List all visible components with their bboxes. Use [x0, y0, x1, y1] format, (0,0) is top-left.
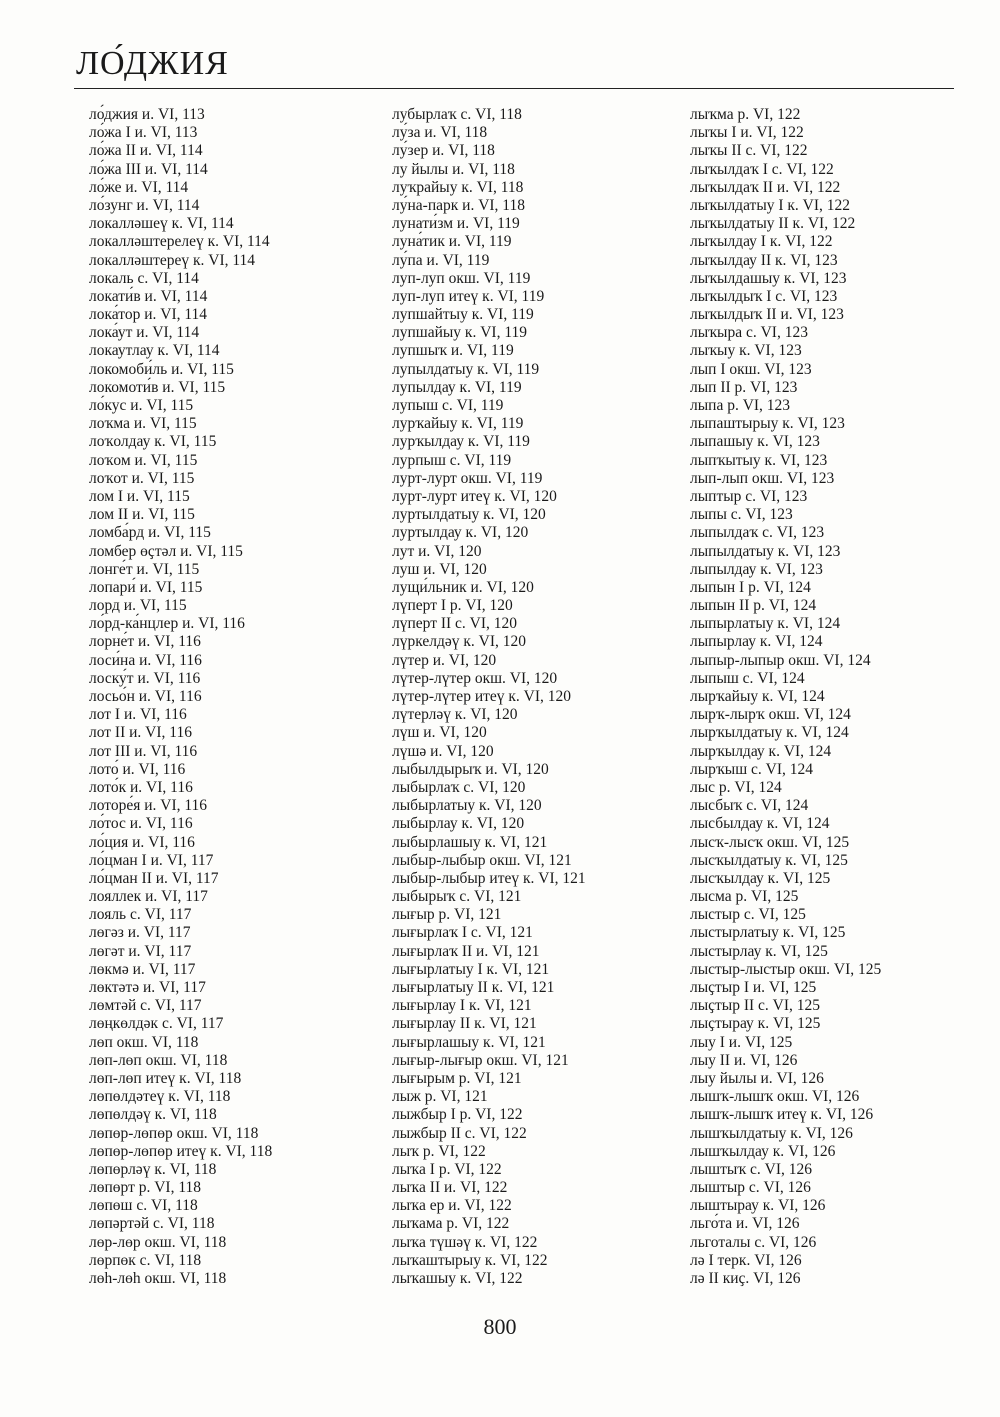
dictionary-entry: ло́жа II и. VI, 114 — [89, 142, 203, 160]
dictionary-entry: лыштырау к. VI, 126 — [690, 1197, 826, 1215]
dictionary-entry: локомоби́ль и. VI, 115 — [89, 360, 234, 378]
dictionary-entry: лыпырлатыу к. VI, 124 — [690, 615, 841, 633]
dictionary-entry: лоҡом и. VI, 115 — [89, 451, 198, 469]
dictionary-entry: луна́тик и. VI, 119 — [392, 233, 512, 251]
dictionary-entry: ло́тос и. VI, 116 — [89, 815, 193, 833]
dictionary-entry: лыпылдаҡ с. VI, 123 — [690, 524, 825, 542]
dictionary-entry: лөпөш с. VI, 118 — [89, 1197, 198, 1215]
dictionary-entry: лыҡылдаҡ I с. VI, 122 — [690, 160, 834, 178]
dictionary-entry: лущи́льник и. VI, 120 — [392, 578, 534, 596]
dictionary-entry: лысҡылдатыу к. VI, 125 — [690, 851, 848, 869]
dictionary-entry: ло́цман II и. VI, 117 — [89, 869, 219, 887]
dictionary-entry: лүтер-лүтер итеү к. VI, 120 — [392, 688, 572, 705]
dictionary-entry: лыпырлау к. VI, 124 — [690, 633, 823, 651]
dictionary-entry: лыстырлатыу к. VI, 125 — [690, 924, 846, 942]
dictionary-entry: лыҡылдаҡ II и. VI, 122 — [690, 178, 841, 196]
dictionary-entry: лот II и. VI, 116 — [89, 724, 192, 742]
dictionary-entry: локалләшеү к. VI, 114 — [89, 215, 234, 233]
dictionary-entry: лыҡылдыҡ I с. VI, 123 — [690, 287, 838, 305]
dictionary-entry: лыҡыу к. VI, 123 — [690, 342, 802, 360]
dictionary-entry: локалләштерелеү к. VI, 114 — [89, 233, 270, 251]
dictionary-entry: лыстыр-лыстыр окш. VI, 125 — [690, 960, 882, 978]
dictionary-entry: ло́жа III и. VI, 114 — [89, 160, 208, 178]
dictionary-entry: лорне́т и. VI, 116 — [89, 633, 201, 651]
dictionary-entry: лыҡаштырыу к. VI, 122 — [392, 1251, 548, 1269]
dictionary-entry: лунати́зм и. VI, 119 — [392, 215, 520, 233]
dictionary-entry: лыбырлашыу к. VI, 121 — [392, 833, 548, 851]
dictionary-entry: лүперт I р. VI, 120 — [392, 597, 513, 615]
dictionary-entry: ло́цман I и. VI, 117 — [89, 851, 214, 869]
dictionary-entry: лысбыҡ с. VI, 124 — [690, 797, 809, 815]
dictionary-entry: лып-лып окш. VI, 123 — [690, 469, 835, 487]
dictionary-entry: луш и. VI, 120 — [392, 560, 487, 578]
dictionary-entry: лыбыр-лыбыр итеү к. VI, 121 — [392, 869, 586, 887]
dictionary-entry: ло́же и. VI, 114 — [89, 178, 189, 196]
dictionary-entry: лыҡама р. VI, 122 — [392, 1215, 510, 1233]
entry-column-2 — [392, 106, 682, 1288]
dictionary-entry: лөкмә и. VI, 117 — [89, 960, 196, 978]
dictionary-entry: лыпы с. VI, 123 — [690, 506, 793, 524]
dictionary-entry: лорд и. VI, 115 — [89, 597, 187, 615]
dictionary-entry: лыҡа ер и. VI, 122 — [392, 1197, 512, 1215]
dictionary-entry: лыпҡытыу к. VI, 123 — [690, 451, 828, 469]
dictionary-entry: лока́ут и. VI, 114 — [89, 324, 200, 342]
dictionary-entry: лығырлау II к. VI, 121 — [392, 1015, 537, 1033]
dictionary-entry: лә I терк. VI, 126 — [690, 1251, 802, 1269]
dictionary-entry: лыпашыу к. VI, 123 — [690, 433, 820, 451]
dictionary-entry: лырҡылдау к. VI, 124 — [690, 742, 832, 760]
dictionary-entry: лоси́на и. VI, 116 — [89, 651, 202, 669]
dictionary-entry: лөпөр-лөпөр окш. VI, 118 — [89, 1124, 259, 1142]
dictionary-entry: лыҡылдатыу I к. VI, 122 — [690, 196, 851, 214]
dictionary-entry: лыпылдау к. VI, 123 — [690, 560, 823, 578]
dictionary-entry: лыпыш с. VI, 124 — [690, 669, 805, 687]
dictionary-entry: лүперт II с. VI, 120 — [392, 615, 518, 633]
dictionary-entry: лыштыр с. VI, 126 — [690, 1179, 811, 1197]
dictionary-entry: луртылдатыу к. VI, 120 — [392, 506, 546, 524]
dictionary-entry: локаутлау к. VI, 114 — [89, 342, 220, 360]
dictionary-entry: лыс р. VI, 124 — [690, 778, 782, 796]
dictionary-entry: локаль с. VI, 114 — [89, 269, 199, 287]
dictionary-entry: лыҡашыу к. VI, 122 — [392, 1270, 523, 1287]
dictionary-entry: лыҡылдатыу II к. VI, 122 — [690, 215, 856, 233]
dictionary-entry: лөпөрт р. VI, 118 — [89, 1179, 202, 1197]
dictionary-entry: лубырлаҡ с. VI, 118 — [392, 106, 522, 123]
dictionary-entry: лөпөлдәтеү к. VI, 118 — [89, 1088, 231, 1106]
dictionary-entry: лурҡылдау к. VI, 119 — [392, 433, 530, 451]
dictionary-entry: лыҡа II и. VI, 122 — [392, 1179, 508, 1197]
dictionary-entry: лығырлаҡ I с. VI, 121 — [392, 924, 533, 942]
dictionary-entry: луп-луп итеү к. VI, 119 — [392, 287, 545, 305]
dictionary-entry: лоску́т и. VI, 116 — [89, 669, 201, 687]
dictionary-entry: льготалы с. VI, 126 — [690, 1233, 817, 1251]
dictionary-entry: лыҡылдау II к. VI, 123 — [690, 251, 838, 269]
header-rule — [74, 88, 954, 89]
dictionary-entry: ло́рд-ка́нцлер и. VI, 116 — [89, 615, 245, 633]
dictionary-entry: лыж р. VI, 121 — [392, 1088, 488, 1106]
dictionary-entry: лышҡылдау к. VI, 126 — [690, 1142, 836, 1160]
dictionary-entry: лыҡылдыҡ II и. VI, 123 — [690, 306, 844, 324]
dictionary-entry: лом I и. VI, 115 — [89, 487, 190, 505]
dictionary-entry: лупшыҡ и. VI, 119 — [392, 342, 514, 360]
dictionary-entry: лурт-лурт окш. VI, 119 — [392, 469, 543, 487]
dictionary-entry: лығырлатыу I к. VI, 121 — [392, 960, 550, 978]
dictionary-entry: лопари́ и. VI, 115 — [89, 578, 203, 596]
dictionary-entry: лығырлатыу II к. VI, 121 — [392, 979, 555, 996]
dictionary-entry: лыбыр-лыбыр окш. VI, 121 — [392, 851, 572, 869]
dictionary-entry: лүш и. VI, 120 — [392, 724, 487, 742]
dictionary-entry: лоҡот и. VI, 115 — [89, 469, 195, 487]
dictionary-entry: лояллек и. VI, 117 — [89, 888, 208, 906]
dictionary-entry: лөмтәй с. VI, 117 — [89, 997, 202, 1015]
dictionary-entry: лөгәт и. VI, 117 — [89, 942, 192, 960]
dictionary-entry: лупылдау к. VI, 119 — [392, 378, 522, 396]
dictionary-entry: лыу йылы и. VI, 126 — [690, 1069, 824, 1087]
dictionary-entry: лып II р. VI, 123 — [690, 378, 798, 396]
dictionary-entry: лурт-лурт итеү к. VI, 120 — [392, 487, 557, 505]
dictionary-entry: луртылдау к. VI, 120 — [392, 524, 529, 542]
dictionary-entry: лығырлау I к. VI, 121 — [392, 997, 532, 1015]
dictionary-entry: лысбылдау к. VI, 124 — [690, 815, 830, 833]
dictionary-entry: лото́к и. VI, 116 — [89, 778, 193, 796]
dictionary-entry: лығырлашыу к. VI, 121 — [392, 1033, 546, 1051]
dictionary-entry: лыбырлаҡ с. VI, 120 — [392, 778, 526, 796]
dictionary-entry: лурпыш с. VI, 119 — [392, 451, 512, 469]
dictionary-entry: лот III и. VI, 116 — [89, 742, 198, 760]
dictionary-entry: лу́зер и. VI, 118 — [392, 142, 495, 160]
dictionary-entry: лыпаштырыу к. VI, 123 — [690, 415, 845, 433]
dictionary-entry: ло́ция и. VI, 116 — [89, 833, 195, 851]
dictionary-entry: льго́та и. VI, 126 — [690, 1215, 800, 1233]
dictionary-entry: лыптыр с. VI, 123 — [690, 487, 808, 505]
dictionary-entry: лөп-лөп окш. VI, 118 — [89, 1051, 228, 1069]
dictionary-entry: лурҡайыу к. VI, 119 — [392, 415, 524, 433]
dictionary-entry: лығыр р. VI, 121 — [392, 906, 502, 924]
dictionary-entry: ломбер өҫтәл и. VI, 115 — [89, 542, 243, 560]
dictionary-entry: лыҡа түшәү к. VI, 122 — [392, 1233, 538, 1251]
dictionary-entry: лышҡ-лышҡ итеү к. VI, 126 — [690, 1106, 874, 1124]
dictionary-entry: лөктәтә и. VI, 117 — [89, 979, 206, 996]
dictionary-entry: лупшайтыу к. VI, 119 — [392, 306, 534, 324]
dictionary-entry: лока́тор и. VI, 114 — [89, 306, 208, 324]
dictionary-entry: лырҡыш с. VI, 124 — [690, 760, 813, 778]
dictionary-entry: лырҡылдатыу к. VI, 124 — [690, 724, 849, 742]
dictionary-entry: лыжбыр I р. VI, 122 — [392, 1106, 523, 1124]
dictionary-entry: лып I окш. VI, 123 — [690, 360, 812, 378]
dictionary-entry: лыбырлау к. VI, 120 — [392, 815, 525, 833]
dictionary-entry: лыбырыҡ с. VI, 121 — [392, 888, 522, 906]
dictionary-entry: лом II и. VI, 115 — [89, 506, 195, 524]
dictionary-entry: ломба́рд и. VI, 115 — [89, 524, 211, 542]
dictionary-entry: локалләштереү к. VI, 114 — [89, 251, 256, 269]
dictionary-entry: лыҡылдау I к. VI, 122 — [690, 233, 833, 251]
dictionary-entry: локомоти́в и. VI, 115 — [89, 378, 226, 396]
dictionary-entry: ло́жа I и. VI, 113 — [89, 124, 198, 142]
dictionary-entry: лүтер-лүтер окш. VI, 120 — [392, 669, 558, 687]
dictionary-entry: лысҡ-лысҡ окш. VI, 125 — [690, 833, 850, 851]
dictionary-entry: лут и. VI, 120 — [392, 542, 482, 560]
dictionary-entry: луп-луп окш. VI, 119 — [392, 269, 531, 287]
dictionary-entry: лояль с. VI, 117 — [89, 906, 192, 924]
page-header-title: ЛО́ДЖИЯ — [76, 45, 229, 82]
dictionary-entry: лыстыр с. VI, 125 — [690, 906, 806, 924]
dictionary-entry: лыбырлатыу к. VI, 120 — [392, 797, 542, 815]
dictionary-entry: лупыш с. VI, 119 — [392, 397, 504, 414]
dictionary-entry: лысҡылдау к. VI, 125 — [690, 869, 831, 887]
dictionary-entry: локати́в и. VI, 114 — [89, 287, 208, 305]
dictionary-entry: лыстырлау к. VI, 125 — [690, 942, 828, 960]
dictionary-entry: лу́за и. VI, 118 — [392, 124, 488, 142]
dictionary-entry: лыҡы I и. VI, 122 — [690, 124, 804, 142]
dictionary-entry: лөпөлдәү к. VI, 118 — [89, 1106, 217, 1124]
dictionary-entry: лыҡма р. VI, 122 — [690, 106, 801, 123]
dictionary-entry: лышҡ-лышҡ окш. VI, 126 — [690, 1088, 860, 1106]
dictionary-entry: лөңкөлдәк с. VI, 117 — [89, 1015, 224, 1033]
dictionary-entry: лыу I и. VI, 125 — [690, 1033, 793, 1051]
dictionary-entry: лу́па и. VI, 119 — [392, 251, 490, 269]
dictionary-entry: лыпа р. VI, 123 — [690, 397, 791, 414]
dictionary-entry: лығырым р. VI, 121 — [392, 1069, 522, 1087]
dictionary-entry: лыҡа I р. VI, 122 — [392, 1160, 502, 1178]
entry-column-3 — [690, 106, 960, 1288]
dictionary-entry: лүркелдәү к. VI, 120 — [392, 633, 527, 651]
dictionary-entry: лу́на-парк и. VI, 118 — [392, 196, 525, 214]
dictionary-entry: лоҡма и. VI, 115 — [89, 415, 197, 433]
dictionary-entry: лыпын I р. VI, 124 — [690, 578, 811, 596]
dictionary-entry: лышҡылдатыу к. VI, 126 — [690, 1124, 853, 1142]
dictionary-entry: лыпыр-лыпыр окш. VI, 124 — [690, 651, 871, 669]
dictionary-entry: лыҡылдашыу к. VI, 123 — [690, 269, 847, 287]
dictionary-entry: лыжбыр II с. VI, 122 — [392, 1124, 527, 1142]
dictionary-entry: лупшайыу к. VI, 119 — [392, 324, 527, 342]
dictionary-entry: лотоpе́я и. VI, 116 — [89, 797, 208, 815]
dictionary-entry: лөп окш. VI, 118 — [89, 1033, 199, 1051]
dictionary-entry: лөгәз и. VI, 117 — [89, 924, 191, 942]
dictionary-entry: лото́ и. VI, 116 — [89, 760, 186, 778]
dictionary-entry: лыу II и. VI, 126 — [690, 1051, 798, 1069]
dictionary-entry: лыҡыра с. VI, 123 — [690, 324, 808, 342]
dictionary-entry: лот I и. VI, 116 — [89, 706, 187, 724]
dictionary-entry: лосьо́н и. VI, 116 — [89, 688, 202, 705]
dictionary-entry: лыҡы II с. VI, 122 — [690, 142, 808, 160]
dictionary-entry: лүтерләү к. VI, 120 — [392, 706, 518, 724]
dictionary-entry: лығыр-лығыр окш. VI, 121 — [392, 1051, 569, 1069]
dictionary-entry: лыбылдырыҡ и. VI, 120 — [392, 760, 549, 778]
dictionary-entry: лыпын II р. VI, 124 — [690, 597, 817, 615]
dictionary-entry: лүшә и. VI, 120 — [392, 742, 494, 760]
page-number: 800 — [483, 1314, 517, 1339]
dictionary-entry: луҡрайыу к. VI, 118 — [392, 178, 524, 196]
dictionary-entry: лу йылы и. VI, 118 — [392, 160, 515, 178]
dictionary-entry: лыштыҡ с. VI, 126 — [690, 1160, 813, 1178]
dictionary-entry: лөпәртәй с. VI, 118 — [89, 1215, 215, 1233]
dictionary-entry: лоҡолдау к. VI, 115 — [89, 433, 217, 451]
dictionary-entry: лөпөрләү к. VI, 118 — [89, 1160, 217, 1178]
dictionary-entry: лөрпөк с. VI, 118 — [89, 1251, 202, 1269]
dictionary-entry: лонге́т и. VI, 115 — [89, 560, 200, 578]
dictionary-entry: лысма р. VI, 125 — [690, 888, 799, 906]
dictionary-entry: лырҡайыу к. VI, 124 — [690, 688, 825, 705]
dictionary-entry: лөр-лөр окш. VI, 118 — [89, 1233, 227, 1251]
dictionary-entry: ло́джия и. VI, 113 — [89, 106, 205, 123]
dictionary-entry: лыҫтыр I и. VI, 125 — [690, 979, 817, 996]
entry-column-1 — [89, 106, 389, 1288]
dictionary-entry: лыҫтырау к. VI, 125 — [690, 1015, 821, 1033]
dictionary-entry: лыҡ р. VI, 122 — [392, 1142, 486, 1160]
dictionary-entry: лөп-лөп итеү к. VI, 118 — [89, 1069, 242, 1087]
dictionary-entry: ло́кус и. VI, 115 — [89, 397, 194, 414]
dictionary-entry: лөпөр-лөпөр итеү к. VI, 118 — [89, 1142, 273, 1160]
dictionary-entry: лыпылдатыу к. VI, 123 — [690, 542, 841, 560]
dictionary-entry: лыҫтыр II с. VI, 125 — [690, 997, 821, 1015]
dictionary-entry: лығырлаҡ II и. VI, 121 — [392, 942, 540, 960]
dictionary-entry: лырҡ-лырҡ окш. VI, 124 — [690, 706, 851, 724]
dictionary-entry: лүтер и. VI, 120 — [392, 651, 497, 669]
dictionary-entry: ло́зунг и. VI, 114 — [89, 196, 200, 214]
dictionary-entry: лөһ-лөһ окш. VI, 118 — [89, 1270, 227, 1287]
dictionary-entry: лупылдатыу к. VI, 119 — [392, 360, 540, 378]
dictionary-entry: лә II киҫ. VI, 126 — [690, 1270, 801, 1287]
